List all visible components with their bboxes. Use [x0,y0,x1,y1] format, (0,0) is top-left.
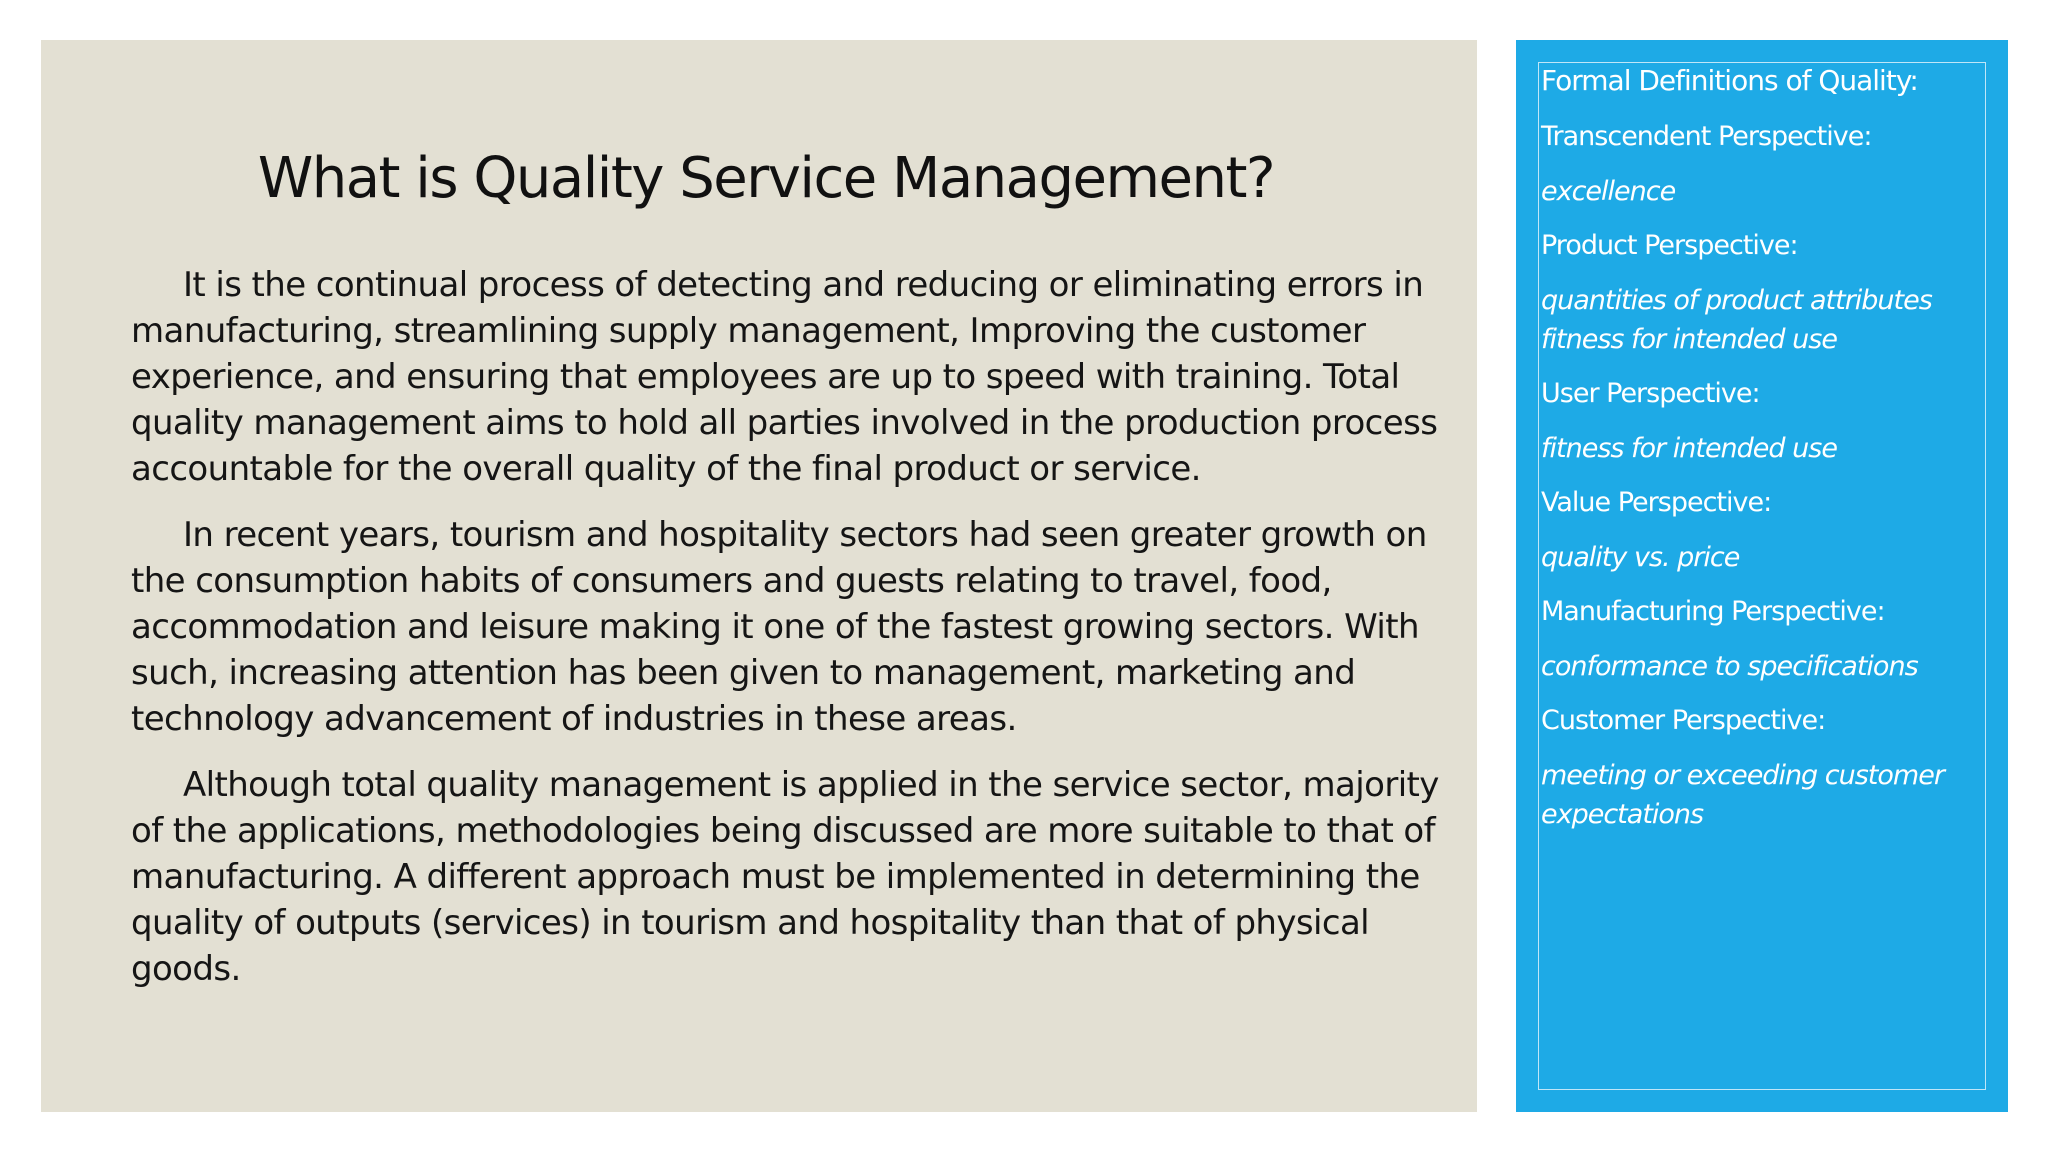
perspective-value-customer: meeting or exceeding customer expectations [1541,760,1944,830]
perspective-value-product: quantities of product attributes fitness for intended use [1541,285,1932,355]
perspective-value-transcendent: excellence [1541,176,1676,207]
main-content-panel [41,40,1477,1112]
definitions-list [1541,60,1986,848]
perspective-label-value: Value Perspective: [1541,487,1772,518]
paragraph-tourism-growth: In recent years, tourism and hospitality sectors had seen greater growth on the consumption habits of consumers and guests relating to travel, food, accommodation and leisure making it one of the fastest growing sectors. With such, increasing attention has been given to management, marketing and technology advancement of industries in these areas. [131,515,1427,739]
perspective-label-product: Product Perspective: [1541,230,1798,261]
perspective-label-user: User Perspective: [1541,378,1760,409]
perspective-value-manufacturing: conformance to specifications [1541,651,1918,682]
perspective-value-user: fitness for intended use [1541,433,1837,464]
definitions-sidebar [1516,40,2008,1112]
perspective-label-transcendent: Transcendent Perspective: [1541,121,1872,152]
body-text [131,262,1451,1012]
slide-title: What is Quality Service Management? [257,146,1275,211]
paragraph-service-approach: Although total quality management is applied in the service sector, majority of the applications, methodologies being discussed are more suitable to that of manufacturing. A different approach must be implemented in determining the quality of outputs (services) in tourism and hospitality than that of physical goods. [131,765,1439,989]
perspective-label-manufacturing: Manufacturing Perspective: [1541,596,1885,627]
perspective-value-value: quality vs. price [1541,542,1740,573]
paragraph-definition: It is the continual process of detecting and reducing or eliminating errors in manufacturing, streamlining supply management, Improving the customer experience, and ensuring that employees are up to speed with training. Total quality management aims to hold all parties involved in the production process accountable for the overall quality of the final product or service. [131,265,1438,489]
perspective-label-customer: Customer Perspective: [1541,705,1826,736]
sidebar-heading: Formal Definitions of Quality: [1541,64,1918,97]
